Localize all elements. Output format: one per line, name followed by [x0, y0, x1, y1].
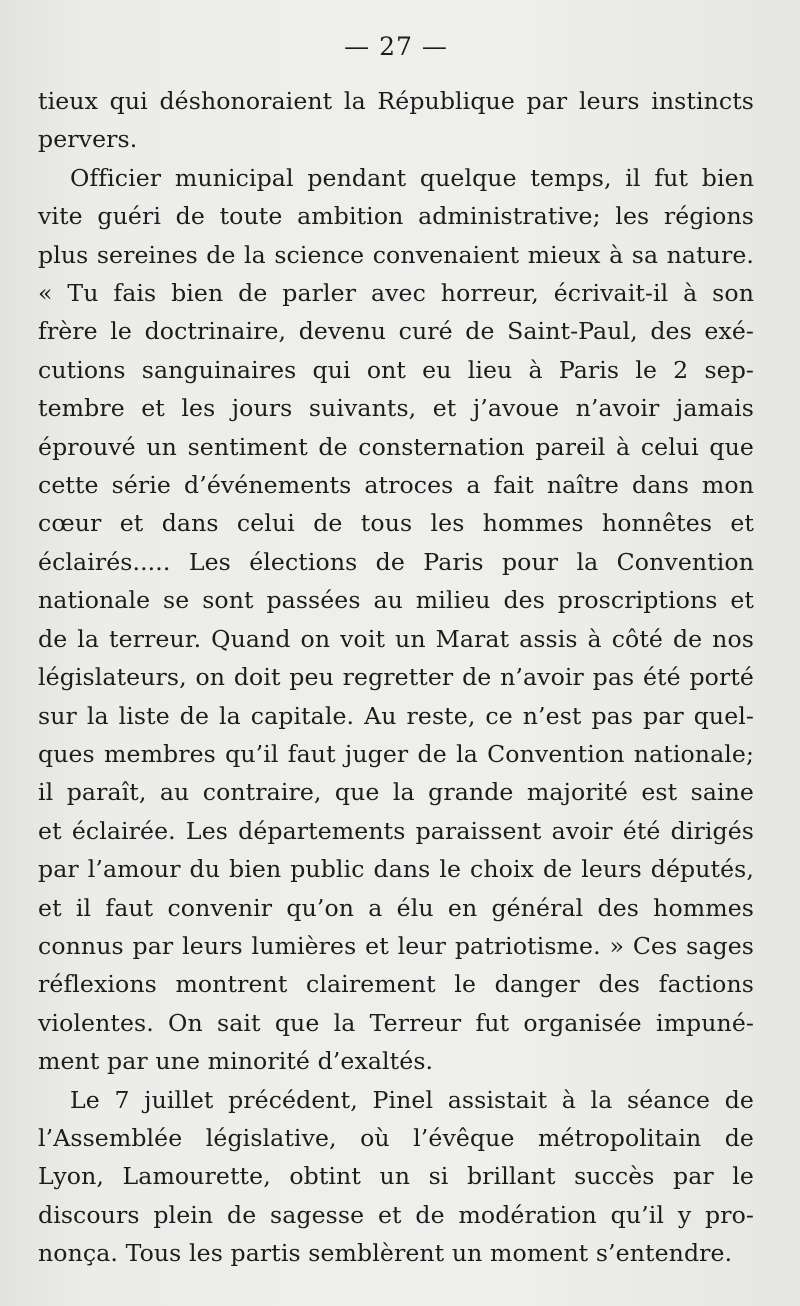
text-line: législateurs, on doit peu regretter de n’avoir pas été porté	[38, 663, 754, 692]
text-line: cette série d’événements atroces a fait naître dans mon	[38, 471, 754, 500]
text-line: Officier municipal pendant quelque temps, il fut bien	[70, 163, 754, 192]
text-line: et éclairée. Les départements paraissent avoir été dirigés	[38, 816, 754, 845]
text-line: ques membres qu’il faut juger de la Convention nationale;	[38, 739, 754, 768]
text-line: discours plein de sagesse et de modération qu’il y pro-	[38, 1200, 754, 1229]
paragraph	[38, 1081, 754, 1273]
text-line: frère le doctrinaire, devenu curé de Saint-Paul, des exé-	[38, 317, 754, 346]
text-line: par l’amour du bien public dans le choix de leurs députés,	[38, 855, 754, 884]
body-text	[38, 82, 754, 1273]
paragraph	[38, 82, 754, 159]
text-line: Le 7 juillet précédent, Pinel assistait à la séance de	[70, 1085, 754, 1114]
text-line: et il faut convenir qu’on a élu en général des hommes	[38, 893, 754, 922]
text-line: réflexions montrent clairement le danger des factions	[38, 970, 754, 999]
text-line: sur la liste de la capitale. Au reste, ce n’est pas par quel-	[38, 701, 754, 730]
text-line: éprouvé un sentiment de consternation pareil à celui que	[38, 432, 754, 461]
text-line: nonça. Tous les partis semblèrent un moment s’entendre.	[38, 1239, 733, 1268]
text-line: nationale se sont passées au milieu des proscriptions et	[38, 586, 754, 615]
text-line: vite guéri de toute ambition administrative; les régions	[38, 202, 754, 231]
text-line: pervers.	[38, 125, 138, 154]
page-number: — 27 —	[344, 32, 448, 61]
text-line: cutions sanguinaires qui ont eu lieu à Paris le 2 sep-	[38, 355, 754, 384]
text-line: l’Assemblée législative, où l’évêque métropolitain de	[38, 1123, 754, 1152]
text-line: tembre et les jours suivants, et j’avoue n’avoir jamais	[38, 394, 754, 423]
text-line: cœur et dans celui de tous les hommes honnêtes et	[38, 509, 754, 538]
text-line: connus par leurs lumières et leur patriotisme. » Ces sages	[38, 931, 754, 960]
text-line: il paraît, au contraire, que la grande majorité est saine	[38, 778, 754, 807]
text-line: tieux qui déshonoraient la République par leurs instincts	[38, 87, 754, 115]
text-line: « Tu fais bien de parler avec horreur, écrivait-il à son	[38, 279, 754, 308]
text-line: ment par une minorité d’exaltés.	[38, 1047, 434, 1076]
text-line: plus sereines de la science convenaient mieux à sa nature.	[38, 240, 754, 269]
paragraph	[38, 159, 754, 1081]
text-line: éclairés..... Les élections de Paris pour la Convention	[38, 547, 754, 576]
text-line: Lyon, Lamourette, obtint un si brillant succès par le	[38, 1162, 754, 1191]
text-line: de la terreur. Quand on voit un Marat assis à côté de nos	[38, 624, 754, 653]
text-line: violentes. On sait que la Terreur fut organisée impuné-	[38, 1008, 754, 1037]
